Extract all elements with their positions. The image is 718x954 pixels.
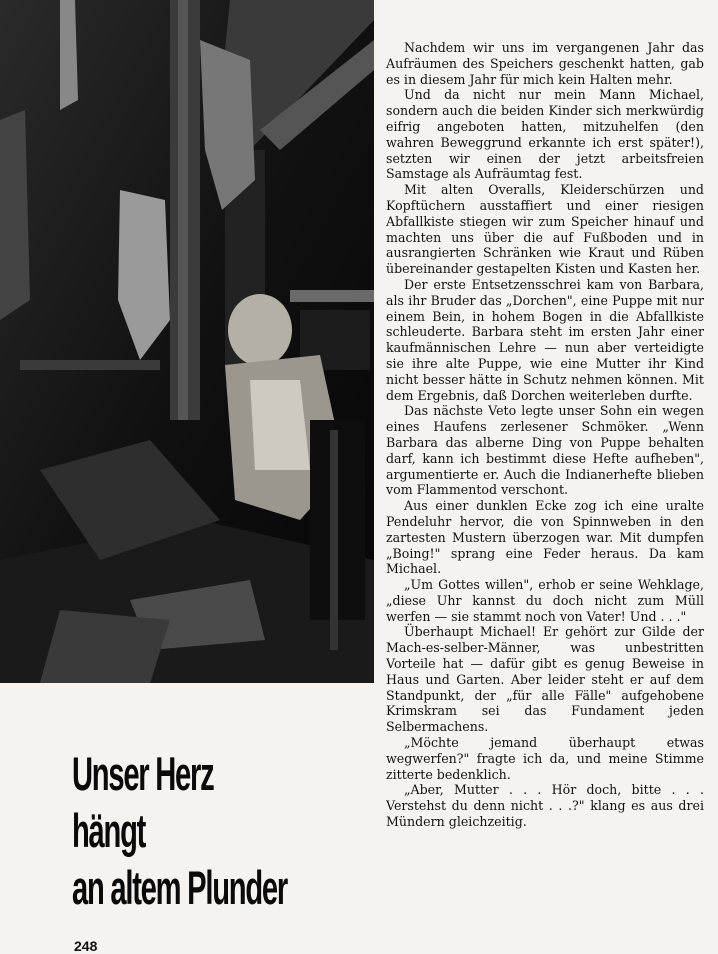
headline-line-2: hängt	[72, 804, 146, 857]
article-body	[386, 40, 704, 830]
paragraph: Der erste Entsetzensschrei kam von Barbara, als ihr Bruder das „Dorchen", eine Puppe mit nur einem Bein, in hohem Bogen in die Abfallkiste schleuderte. Barbara steht im ersten Jahr einer kaufmännischen Lehre — nun aber verteidigte sie ihre alte Puppe, wie eine Mutter ihr Kind nicht besser hätte in Schutz nehmen können. Mit dem Ergebnis, daß Dorchen weiterleben durfte.	[386, 276, 704, 403]
page-number: 248	[74, 938, 98, 954]
attic-photo-icon	[0, 0, 374, 683]
headline-line-1: Unser Herz	[72, 747, 214, 800]
paragraph: Nachdem wir uns im vergangenen Jahr das Aufräumen des Speichers geschenkt hatten, gab es in diesem Jahr für mich kein Halten mehr.	[386, 40, 704, 87]
attic-photo	[0, 0, 374, 683]
paragraph: Überhaupt Michael! Er gehört zur Gilde der Mach-es-selber-Männer, was unbestritten Vorteile hat — dafür gibt es genug Beweise in Haus und Garten. Aber leider steht er auf dem Standpunkt, der „für alle Fälle" aufgehobene Krimskram sei das Fundament jeden Selbermachens.	[386, 624, 704, 735]
paragraph: Das nächste Veto legte unser Sohn ein wegen eines Haufens zerlesener Schmöker. „Wenn Barbara das alberne Ding von Puppe behalten darf, kann ich bestimmt diese Hefte aufheben", argumentierte er. Auch die Indianerhefte blieben vom Flammentod verschont.	[386, 403, 704, 498]
paragraph: Und da nicht nur mein Mann Michael, sondern auch die beiden Kinder sich merkwürdig eifrig angeboten hatten, mitzuhelfen (den wahren Beweggrund erkannte ich erst später!), setzten wir einen der jetzt arbeitsfreien Samstage als Aufräumtag fest.	[386, 87, 704, 182]
paragraph: Mit alten Overalls, Kleiderschürzen und Kopftüchern ausstaffiert und einer riesigen Abfallkiste stiegen wir zum Speicher hinauf und machten uns über die auf Fußboden und in ausrangierten Schränken wie Kraut und Rüben übereinander gestapelten Kisten und Kasten her.	[386, 182, 704, 277]
headline	[72, 745, 287, 916]
headline-line-3: an altem Plunder	[72, 861, 287, 914]
paragraph: „Möchte jemand überhaupt etwas wegwerfen?" fragte ich da, und meine Stimme zitterte bedenklich.	[386, 735, 704, 782]
paragraph: „Aber, Mutter . . . Hör doch, bitte . . . Verstehst du denn nicht . . .?" klang es aus drei Mündern gleichzeitig.	[386, 782, 704, 830]
paragraph: „Um Gottes willen", erhob er seine Wehklage, „diese Uhr kannst du doch nicht zum Müll werfen — sie stammt noch von Vater! Und . . ."	[386, 577, 704, 624]
paragraph: Aus einer dunklen Ecke zog ich eine uralte Pendeluhr hervor, die von Spinnweben in den zartesten Mustern überzogen war. Mit dumpfen „Boing!" sprang eine Feder heraus. Da kam Michael.	[386, 498, 704, 577]
